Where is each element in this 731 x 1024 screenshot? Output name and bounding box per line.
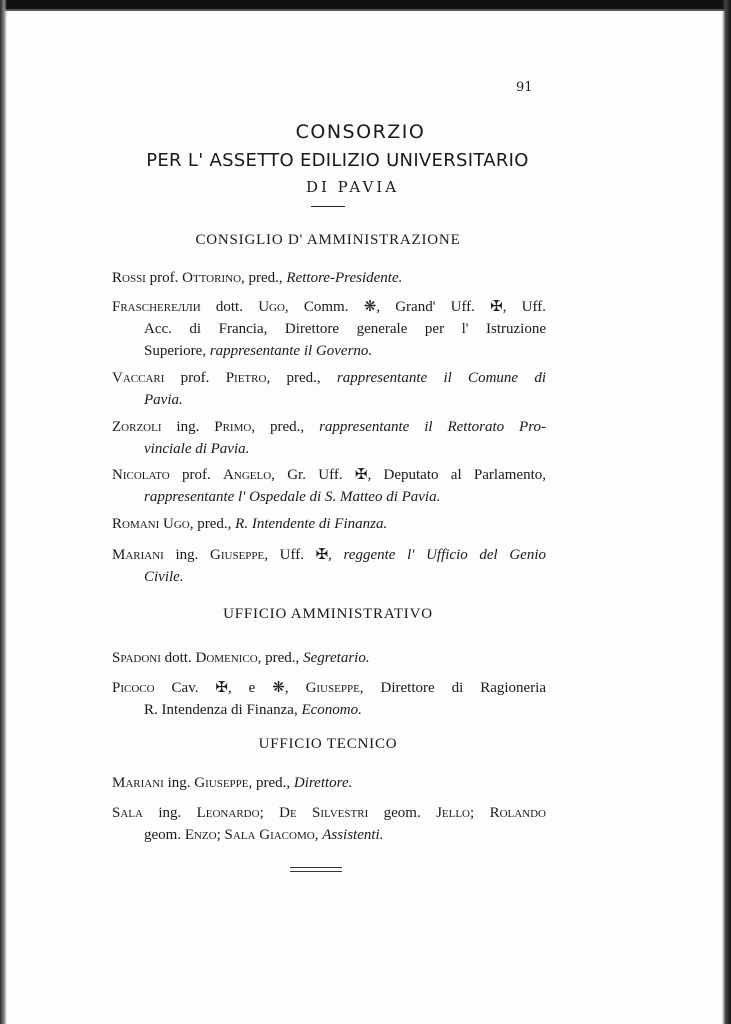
council-entry-nicolato: Nicolato prof. Angelo, Gr. Uff. ✠, Deputato al Parlamento, rappresentante l' Ospedale di S. Matteo di Pavia. <box>112 467 546 505</box>
council-entry-fraschereлли: Fraschereлли dott. Ugo, Comm. ❋, Grand' Uff. ✠, Uff. Acc. di Francia, Direttore generale per l' Istruzione Superiore, rappresentante il Governo. <box>112 299 546 359</box>
scan-top-edge-line <box>0 9 731 11</box>
council-entry-vaccari: Vaccari prof. Pietro, pred., rappresentante il Comune di Pavia. <box>112 370 546 408</box>
end-rule-bottom <box>290 871 342 872</box>
section-heading-council: CONSIGLIO D' AMMINISTRAZIONE <box>195 232 461 248</box>
tech-entry-mariani: Mariani ing. Giuseppe, pred., Direttore. <box>112 775 353 791</box>
section-heading-admin: UFFICIO AMMINISTRATIVO <box>223 606 433 622</box>
title-line-2: PER L' ASSETTO EDILIZIO UNIVERSITARIO <box>146 150 529 171</box>
council-entry-zorzoli: Zorzoli ing. Primo, pred., rappresentante il Rettorato Pro- vinciale di Pavia. <box>112 419 546 457</box>
page-number: 91 <box>516 80 533 95</box>
section-heading-tech: UFFICIO TECNICO <box>258 736 398 752</box>
council-entry-mariani: Mariani ing. Giuseppe, Uff. ✠, reggente l' Ufficio del Genio Civile. <box>112 547 546 585</box>
admin-entry-picoco: Picoco Cav. ✠, e ❋, Giuseppe, Direttore di Ragioneria R. Intendenza di Finanza, Economo. <box>112 680 547 718</box>
tech-entry-assistants: Sala ing. Leonardo; De Silvestri geom. Jello; Rolando geom. Enzo; Sala Giacomo, Assistenti. <box>112 805 547 843</box>
title-rule <box>311 206 345 207</box>
title-line-3: DI PAVIA <box>305 178 400 196</box>
end-rule-top <box>290 867 342 868</box>
council-entry-rossi: Rossi prof. Ottorino, pred., Rettore-Presidente. <box>112 270 403 286</box>
council-entry-romani: Romani Ugo, pred., R. Intendente di Finanza. <box>112 516 388 532</box>
admin-entry-spadoni: Spadoni dott. Domenico, pred., Segretario. <box>112 650 370 666</box>
title-line-1: CONSORZIO <box>295 121 426 143</box>
scan-top-edge <box>0 0 731 9</box>
